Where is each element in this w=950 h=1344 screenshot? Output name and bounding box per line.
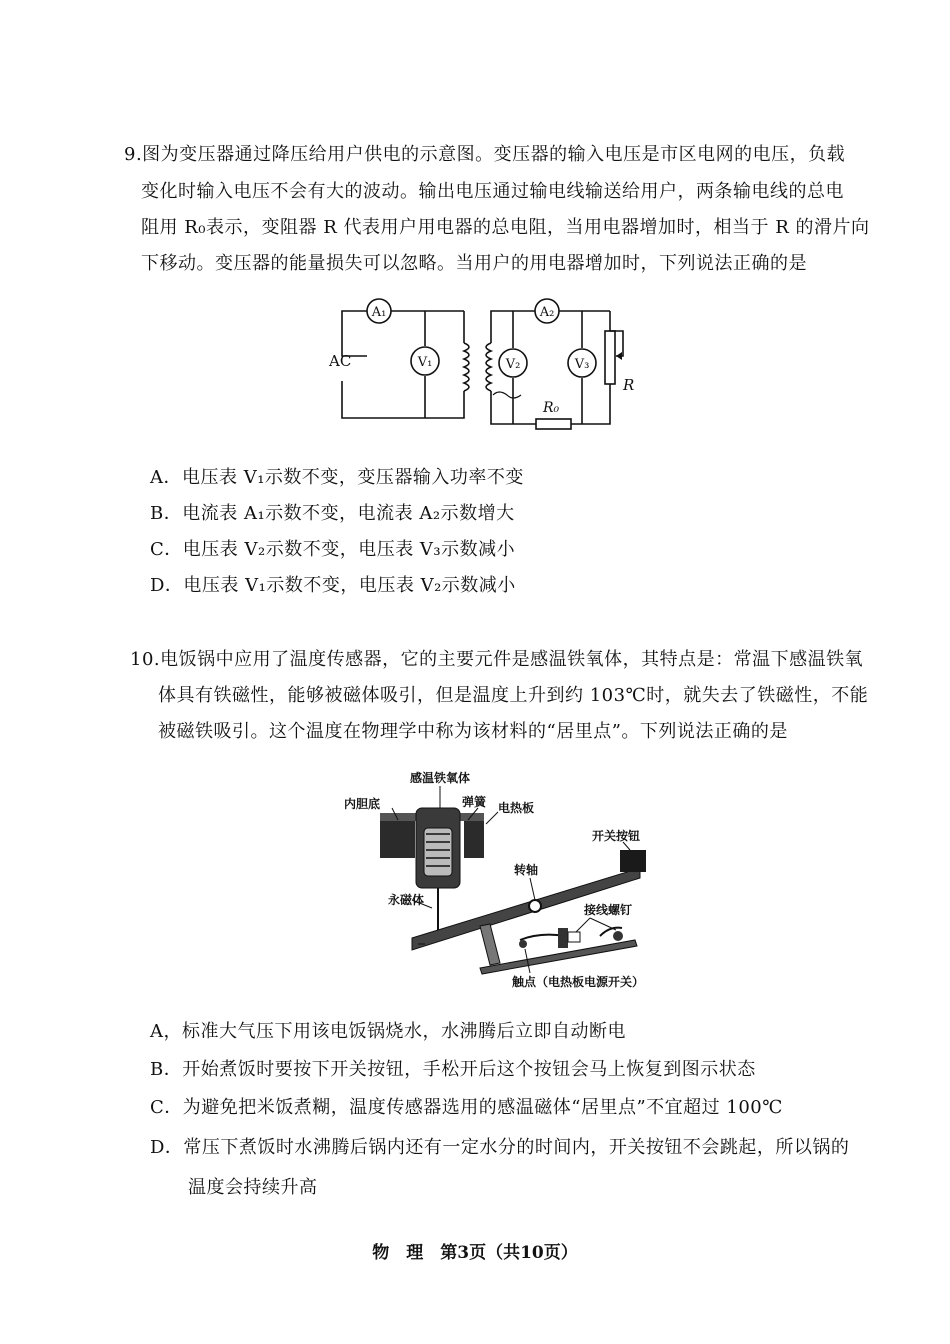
rheostat-r-label: R bbox=[623, 376, 635, 394]
label-spring: 弹簧 bbox=[462, 795, 487, 809]
q10-line-1: 10.电饭锅中应用了温度传感器，它的主要元件是感温铁氧体，其特点是：常温下感温铁氧 bbox=[130, 649, 864, 670]
q9-option-d: D．电压表 V₁示数不变，电压表 V₂示数减小 bbox=[150, 575, 516, 596]
label-contact: 触点（电热板电源开关） bbox=[512, 975, 645, 989]
rice-cooker-diagram bbox=[340, 768, 700, 993]
q9-option-b: B．电流表 A₁示数不变，电流表 A₂示数增大 bbox=[150, 503, 515, 524]
label-wiring-screw: 接线螺钉 bbox=[584, 903, 633, 917]
q9-line-3: 阻用 R₀表示，变阻器 R 代表用户用电器的总电阻，当用电器增加时，相当于 R 的滑片向 bbox=[141, 217, 870, 238]
label-permanent-magnet: 永磁体 bbox=[388, 893, 425, 907]
q10-line-3: 被磁铁吸引。这个温度在物理学中称为该材料的“居里点”。下列说法正确的是 bbox=[158, 721, 788, 742]
q10-option-d: D．常压下煮饭时水沸腾后锅内还有一定水分的时间内，开关按钮不会跳起，所以锅的 bbox=[150, 1137, 850, 1158]
q10-option-c: C．为避免把米饭煮糊，温度传感器选用的感温磁体“居里点”不宜超过 100℃ bbox=[150, 1097, 783, 1118]
ac-label: AC bbox=[329, 352, 352, 370]
voltmeter-v2-label: V₂ bbox=[505, 357, 521, 372]
resistor-r0-label: R₀ bbox=[543, 400, 560, 416]
ammeter-a1-label: A₁ bbox=[371, 305, 387, 320]
voltmeter-v3-label: V₃ bbox=[574, 357, 590, 372]
q10-option-b: B．开始煮饭时要按下开关按钮，手松开后这个按钮会马上恢复到图示状态 bbox=[150, 1059, 756, 1080]
q9-line-1: 9.图为变压器通过降压给用户供电的示意图。变压器的输入电压是市区电网的电压，负载 bbox=[124, 144, 846, 165]
label-shaft: 转轴 bbox=[514, 863, 539, 877]
ammeter-a2-label: A₂ bbox=[539, 305, 555, 320]
label-ferrite: 感温铁氧体 bbox=[409, 771, 471, 785]
voltmeter-v1-label: V₁ bbox=[417, 355, 433, 370]
q10-option-a: A，标准大气压下用该电饭锅烧水，水沸腾后立即自动断电 bbox=[150, 1021, 626, 1042]
transformer-circuit-diagram bbox=[325, 296, 655, 431]
q10-line-2: 体具有铁磁性，能够被磁体吸引，但是温度上升到约 103℃时，就失去了铁磁性，不能 bbox=[158, 685, 869, 706]
label-inner-pot-bottom: 内胆底 bbox=[344, 797, 381, 811]
label-heating-plate: 电热板 bbox=[498, 801, 535, 815]
q9-option-a: A．电压表 V₁示数不变，变压器输入功率不变 bbox=[150, 467, 524, 488]
q9-line-2: 变化时输入电压不会有大的波动。输出电压通过输电线输送给用户，两条输电线的总电 bbox=[141, 181, 844, 202]
q9-line-4: 下移动。变压器的能量损失可以忽略。当用户的用电器增加时，下列说法正确的是 bbox=[141, 253, 807, 274]
label-switch-button: 开关按钮 bbox=[592, 829, 641, 843]
q9-option-c: C．电压表 V₂示数不变，电压表 V₃示数减小 bbox=[150, 539, 516, 560]
q10-option-d-continued: 温度会持续升高 bbox=[188, 1177, 318, 1198]
page-footer: 物 理 第3页（共10页） bbox=[372, 1243, 578, 1263]
